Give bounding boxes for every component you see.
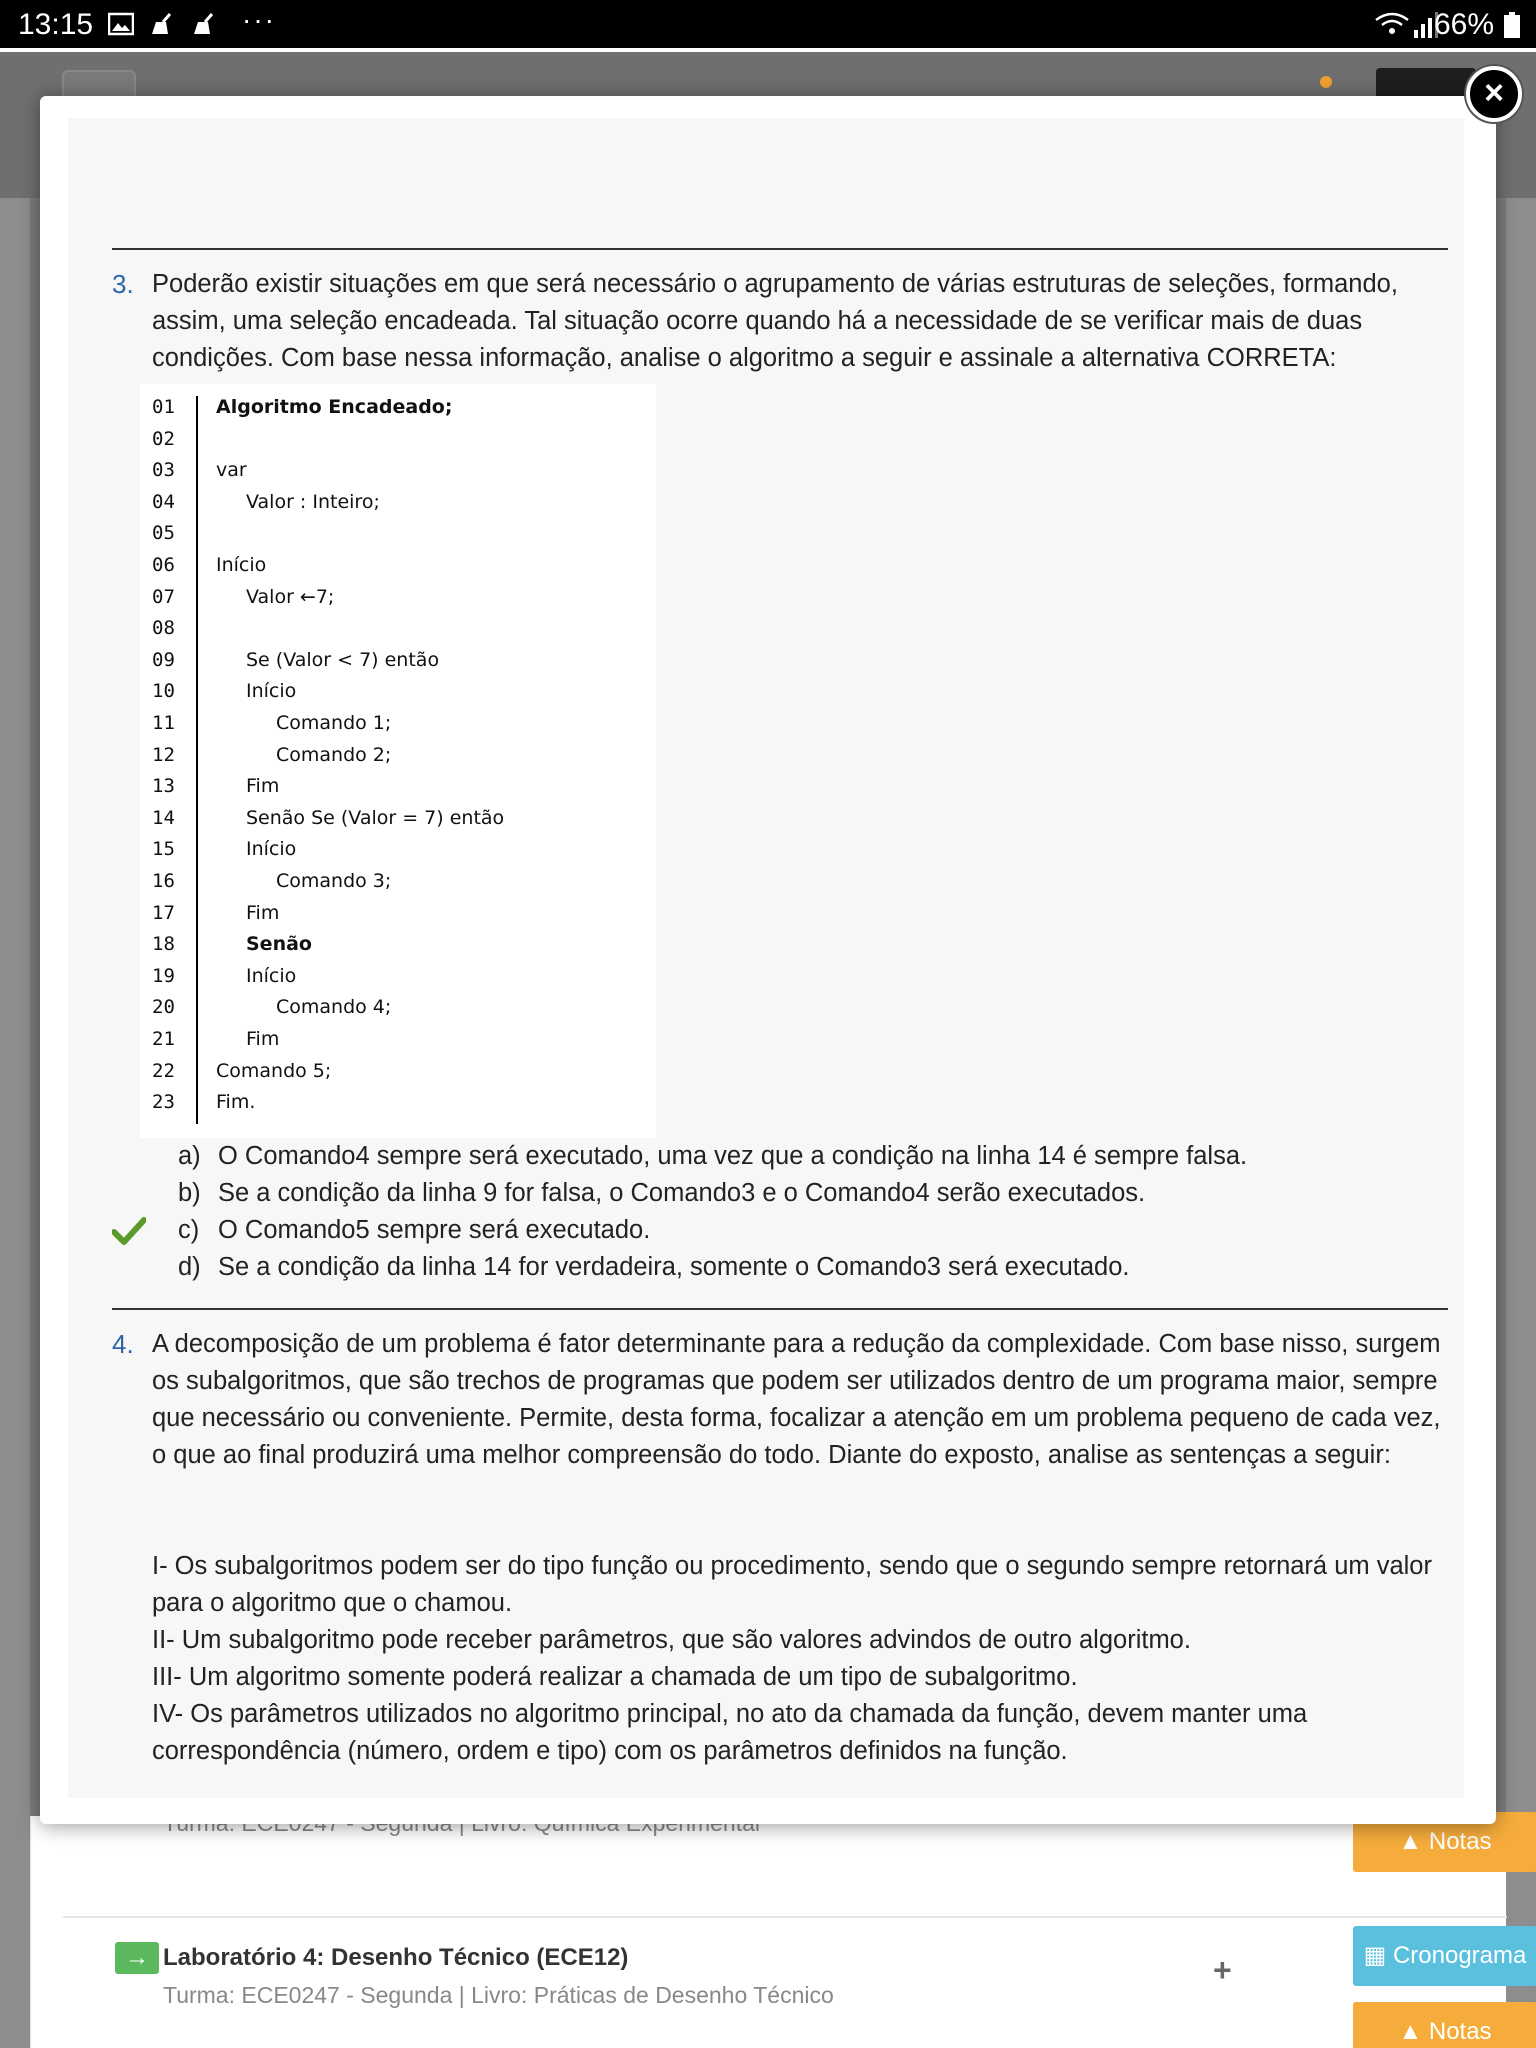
code-line: Fim bbox=[246, 775, 280, 798]
code-line: Senão Se (Valor = 7) então bbox=[246, 806, 505, 829]
course-subtitle: Turma: ECE0247 - Segunda | Livro: Práticas de Desenho Técnico bbox=[163, 1982, 834, 2008]
gallery-icon bbox=[108, 12, 134, 36]
sentence-4: IV- Os parâmetros utilizados no algoritmo principal, no ato da chamada da função, devem manter uma correspondência (número, ordem e tipo) com os parâmetros definidos na função. bbox=[152, 1700, 1308, 1765]
code-line: Comando 3; bbox=[276, 870, 392, 892]
more-notifications-icon: ··· bbox=[242, 4, 276, 35]
notas-button[interactable]: ▲ Notas bbox=[1353, 1812, 1536, 1872]
question-number: 4. bbox=[112, 1329, 134, 1359]
code-line-number: 18 bbox=[152, 933, 175, 956]
list-item bbox=[63, 1926, 1527, 2048]
expand-plus-icon[interactable]: + bbox=[1213, 1952, 1232, 1988]
code-line: Valor : Inteiro; bbox=[246, 490, 380, 513]
course-list bbox=[30, 1816, 1527, 2048]
code-line-number: 04 bbox=[152, 490, 175, 513]
question-modal bbox=[40, 96, 1496, 1824]
calendar-icon: ▦ bbox=[1363, 1942, 1393, 1969]
code-line-number: 17 bbox=[152, 901, 175, 924]
code-line-number: 23 bbox=[152, 1091, 175, 1114]
code-line: Início bbox=[246, 964, 297, 987]
question-text: Poderão existir situações em que será necessário o agrupamento de várias estruturas de seleções, formando, assim, uma seleção encadeada. Tal situação ocorre quando há a necessidade de se verificar mais de duas condições. Com base nessa informação, analise o algoritmo a seguir e assinale a alternativa CORRETA: bbox=[152, 270, 1398, 372]
sentence-1: I- Os subalgoritmos podem ser do tipo função ou procedimento, sendo que o segundo sempre retornará um valor para o algoritmo que o chamou. bbox=[152, 1552, 1432, 1617]
code-line: Início bbox=[246, 838, 297, 861]
code-line: Fim bbox=[246, 1028, 280, 1050]
list-item bbox=[63, 1816, 1507, 1926]
code-line-number: 01 bbox=[152, 396, 175, 418]
code-line-number: 22 bbox=[152, 1059, 175, 1082]
code-line: Valor ←7; bbox=[246, 585, 335, 608]
code-line-number: 10 bbox=[152, 680, 175, 703]
battery-percent: 66% bbox=[1433, 8, 1494, 41]
code-line: Senão bbox=[246, 933, 312, 956]
code-line: Fim bbox=[246, 901, 280, 924]
code-line-number: 07 bbox=[152, 585, 175, 608]
code-line: Algoritmo Encadeado; bbox=[216, 396, 453, 418]
sentence-3: III- Um algoritmo somente poderá realizar a chamada de um tipo de subalgoritmo. bbox=[152, 1663, 1078, 1691]
code-line-number: 03 bbox=[152, 459, 175, 482]
status-bar bbox=[0, 0, 1536, 48]
close-button[interactable]: × bbox=[1466, 66, 1522, 122]
option-d[interactable]: d) Se a condição da linha 14 for verdadeira, somente o Comando3 será executado. bbox=[178, 1253, 1130, 1281]
cronograma-button[interactable]: ▦ Cronograma bbox=[1353, 1926, 1536, 1986]
code-line: var bbox=[216, 459, 247, 482]
option-a[interactable]: a) O Comando4 sempre será executado, uma vez que a condição na linha 14 é sempre falsa. bbox=[178, 1142, 1248, 1170]
course-title[interactable]: Laboratório 4: Desenho Técnico (ECE12) bbox=[163, 1944, 629, 1971]
sentence-2: II- Um subalgoritmo pode receber parâmetros, que são valores advindos de outro algoritmo. bbox=[152, 1626, 1191, 1654]
code-line: Se (Valor < 7) então bbox=[246, 648, 440, 671]
code-line-number: 15 bbox=[152, 838, 175, 861]
code-line-number: 20 bbox=[152, 996, 175, 1019]
divider bbox=[112, 248, 1448, 250]
code-line-number: 08 bbox=[152, 617, 175, 640]
broom-icon bbox=[150, 12, 176, 36]
chart-icon: ▲ bbox=[1398, 2018, 1429, 2045]
question-number: 3. bbox=[112, 269, 134, 299]
code-line-number: 11 bbox=[152, 712, 175, 734]
code-line-number: 16 bbox=[152, 870, 175, 892]
option-c[interactable]: c) O Comando5 sempre será executado. bbox=[178, 1216, 651, 1244]
code-line-number: 19 bbox=[152, 964, 175, 987]
notas-button[interactable]: ▲ Notas bbox=[1353, 2002, 1536, 2048]
code-line-number: 06 bbox=[152, 554, 175, 576]
modal-body bbox=[68, 118, 1464, 1798]
code-line-number: 12 bbox=[152, 743, 175, 766]
arrow-right-icon[interactable]: → bbox=[115, 1942, 159, 1974]
code-line: Comando 2; bbox=[276, 743, 392, 766]
option-b[interactable]: b) Se a condição da linha 9 for falsa, o Comando3 e o Comando4 serão executados. bbox=[178, 1179, 1146, 1207]
battery-icon bbox=[1504, 12, 1520, 38]
code-line-number: 09 bbox=[152, 648, 175, 671]
code-line: Comando 4; bbox=[276, 996, 392, 1019]
code-line: Comando 1; bbox=[276, 712, 392, 734]
divider bbox=[112, 1308, 1448, 1310]
algorithm-figure bbox=[140, 384, 656, 1138]
status-time: 13:15 bbox=[18, 8, 94, 41]
code-line-number: 05 bbox=[152, 522, 175, 545]
code-line: Início bbox=[246, 680, 297, 703]
question-text: A decomposição de um problema é fator determinante para a redução da complexidade. Com base nisso, surgem os subalgoritmos, que são trechos de programas que podem ser utilizados dentro de um programa maior, sempre que necessário ou conveniente. Permite, desta forma, focalizar a atenção em um problema pequeno de cada vez, o que ao final produzirá uma melhor compreensão do todo. Diante do exposto, analise as sentenças a seguir: bbox=[152, 1330, 1441, 1469]
broom-icon bbox=[192, 12, 218, 36]
code-line-number: 21 bbox=[152, 1028, 175, 1050]
divider bbox=[63, 1916, 1507, 1918]
code-line-number: 14 bbox=[152, 806, 175, 829]
notification-badge bbox=[1320, 76, 1332, 88]
code-line: Início bbox=[216, 554, 267, 576]
code-line-number: 02 bbox=[152, 427, 175, 450]
code-line: Fim. bbox=[216, 1091, 256, 1114]
code-line: Comando 5; bbox=[216, 1059, 332, 1082]
code-rule bbox=[196, 396, 198, 1124]
check-icon bbox=[112, 1216, 146, 1246]
chart-icon: ▲ bbox=[1398, 1828, 1429, 1855]
code-line-number: 13 bbox=[152, 775, 175, 798]
wifi-signal-icon bbox=[1374, 10, 1438, 38]
